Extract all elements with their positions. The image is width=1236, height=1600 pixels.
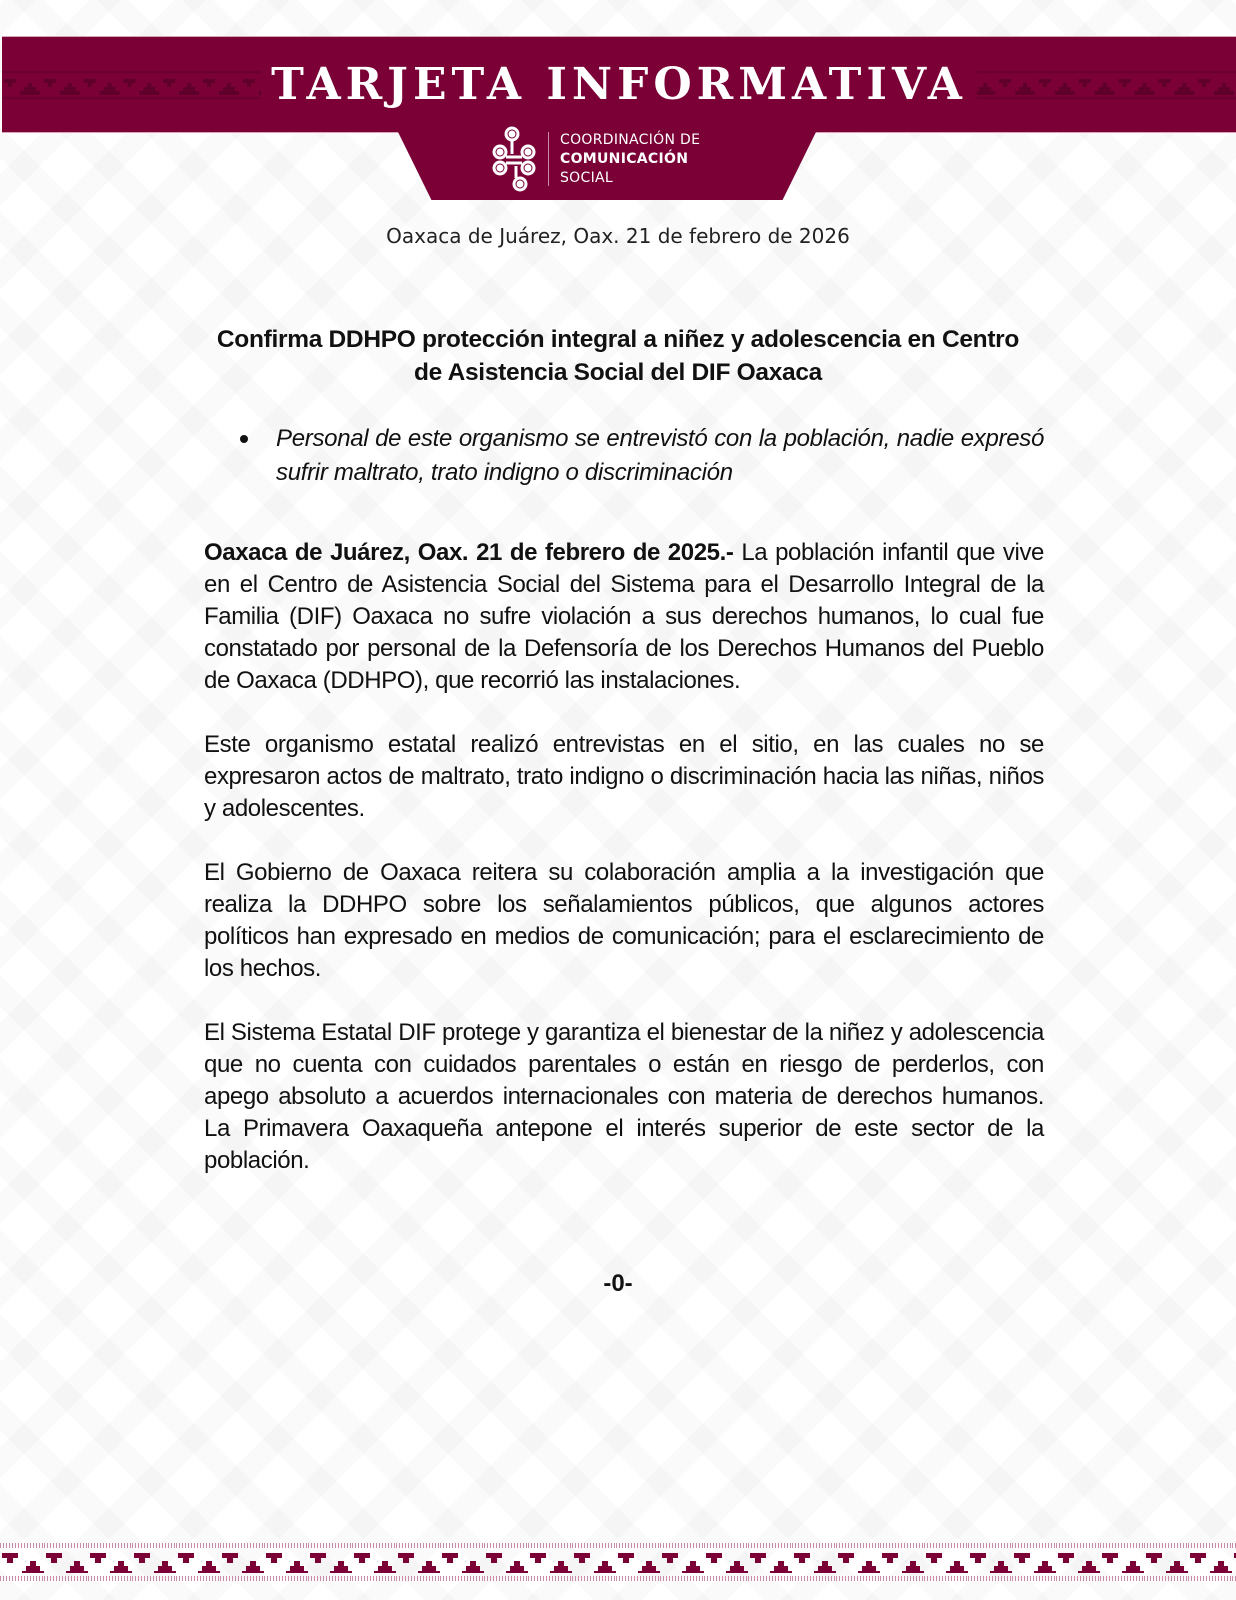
paragraph [204,857,1044,985]
paragraph [204,537,1044,697]
logo-wordmark [560,131,700,188]
paragraph-text: Este organismo estatal realizó entrevistas en el sitio, en las cuales no se expresaron actos de maltrato, trato indigno o discriminación hacia las niñas, niños y adolescentes. [204,731,1044,822]
logo-line-3: SOCIAL [560,170,613,186]
paragraph-text: El Gobierno de Oaxaca reitera su colaboración amplia a la investigación que realiza la DDHPO sobre los señalamientos públicos, que algunos actores políticos han expresado en medios de comunicación; para el esclarecimiento de los hechos. [204,859,1044,982]
footer-textile-pattern-icon [0,1543,1236,1581]
document-title: TARJETA INFORMATIVA [2,57,1236,113]
paragraph-text: El Sistema Estatal DIF protege y garantiza el bienestar de la niñez y adolescencia que no cuenta con cuidados parentales o están en riesgo de perderlos, con apego absoluto a acuerdos internacionales con materia de derechos humanos. La Primavera Oaxaqueña antepone el interés superior de este sector de la población. [204,1019,1044,1174]
logo-divider [548,132,549,186]
summary-bullets [238,422,1044,490]
paragraph [204,729,1044,825]
paragraph [204,1017,1044,1177]
article-body [204,537,1044,1209]
bullet-text: Personal de este organismo se entrevistó con la población, nadie expresó sufrir maltrato, trato indigno o discriminación [276,425,1044,486]
summary-bullet [238,422,1044,490]
headline: Confirma DDHPO protección integral a niñez y adolescencia en Centro de Asistencia Social del DIF Oaxaca [216,326,1020,386]
header-band [2,36,1236,133]
closing-mark: -0- [603,1270,633,1297]
paragraph-text: La población infantil que vive en el Centro de Asistencia Social del Sistema para el Desarrollo Integral de la Familia (DIF) Oaxaca no sufre violación a sus derechos humanos, lo cual fue constatado por personal de la Defensoría de los Derechos Humanos del Pueblo de Oaxaca (DDHPO), que recorrió las instalaciones. [204,539,1044,694]
paragraph-lead: Oaxaca de Juárez, Oax. 21 de febrero de 2025.- [204,539,734,566]
knot-glyph-icon [488,124,544,192]
logo-line-2: COMUNICACIÓN [560,151,689,167]
logo-line-1: COORDINACIÓN DE [560,132,701,148]
dateline: Oaxaca de Juárez, Oax. 21 de febrero de 2026 [386,224,850,248]
bullet-icon [240,435,248,443]
